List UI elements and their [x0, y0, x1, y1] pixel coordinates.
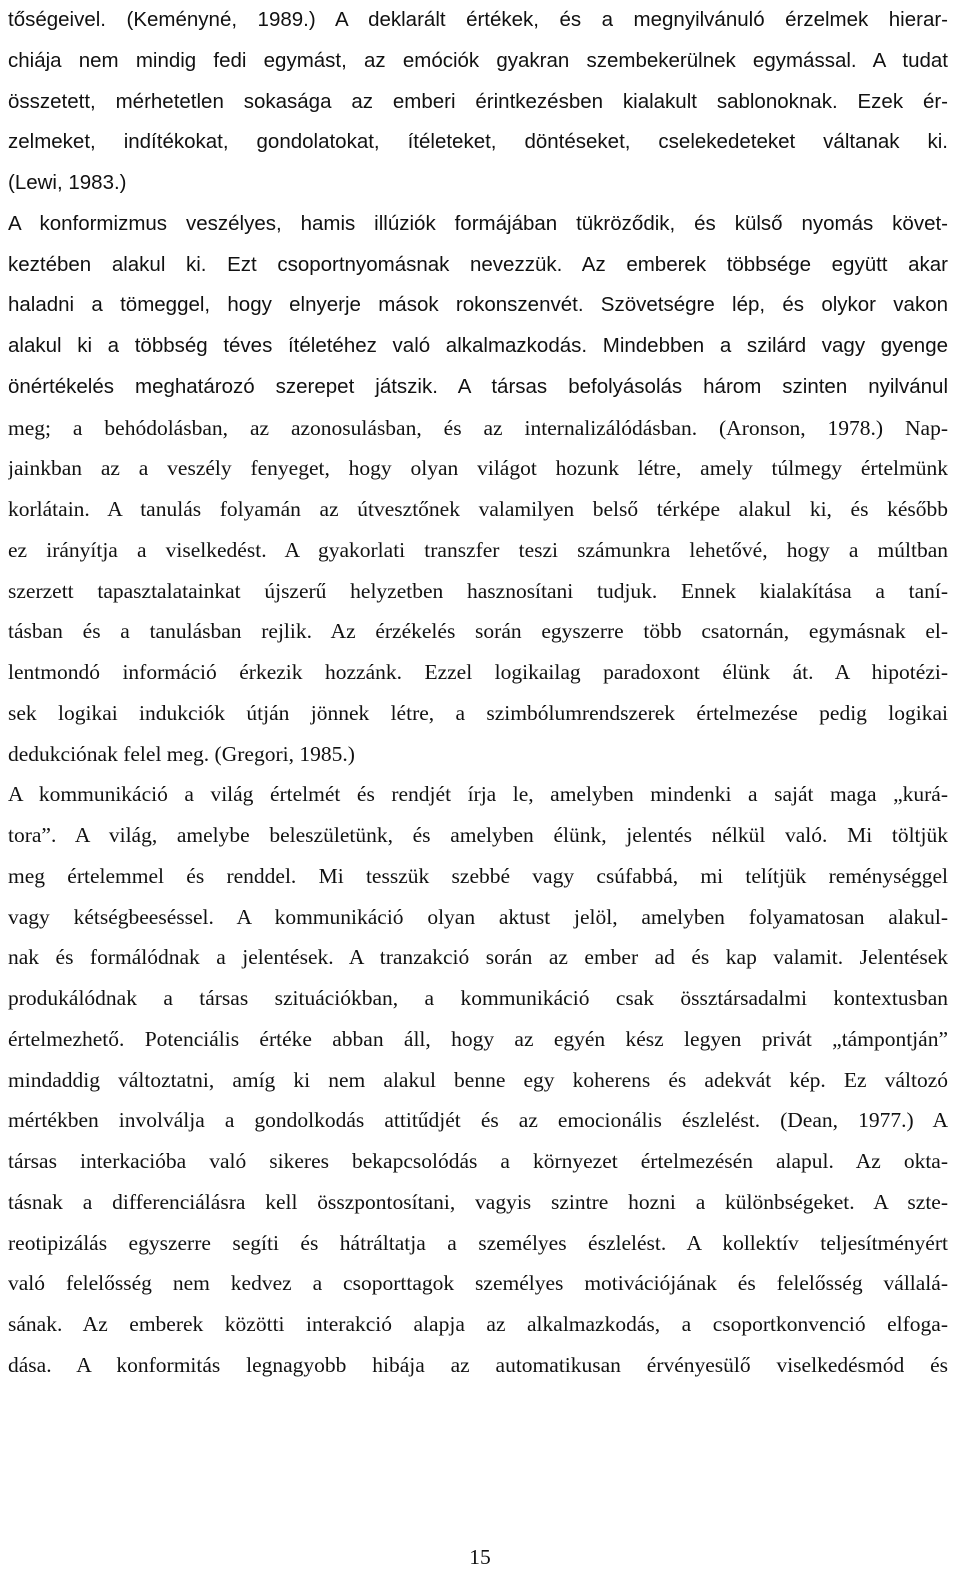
- text-line: dása. A konformitás legnagyobb hibája az automatikusan érvényesülő viselkedésmód és: [8, 1352, 948, 1377]
- text-line: tora”. A világ, amelybe beleszületünk, és amelyben élünk, jelentés nélkül való. Mi töltjük: [8, 823, 948, 847]
- text-line: keztében alakul ki. Ezt csoportnyomásnak nevezzük. Az emberek többsége együtt akar: [8, 252, 948, 276]
- text-line: sának. Az emberek közötti interakció alapja az alkalmazkodás, a csoportkonvenció elfoga-: [8, 1312, 948, 1336]
- text-line: produkálódnak a társas szituációkban, a kommunikáció csak össztársadalmi kontextusban: [8, 986, 948, 1010]
- text-line: dedukciónak felel meg. (Gregori, 1985.): [8, 741, 355, 766]
- text-line: tőségeivel. (Keményné, 1989.) A deklarált értékek, és a megnyilvánuló érzelmek hierar-: [8, 8, 948, 31]
- text-line: (Lewi, 1983.): [8, 171, 127, 194]
- text-line: meg; a behódolásban, az azonosulásban, és az internalizálódásban. (Aronson, 1978.) Nap-: [8, 415, 948, 440]
- text-line: nak és formálódnak a jelentések. A tranzakció során az ember ad és kap valamit. Jelentések: [8, 945, 948, 970]
- text-line: értelmezhető. Potenciális értéke abban áll, hogy az egyén kész legyen privát „támpontján”: [8, 1026, 948, 1051]
- text-line: összetett, mérhetetlen sokasága az emberi érintkezésben kialakult sablonoknak. Ezek ér-: [8, 89, 948, 113]
- text-line: alakul ki a többség téves ítéletéhez való alkalmazkodás. Mindebben a szilárd vagy gyenge: [8, 334, 948, 357]
- text-line: tásban és a tanulásban rejlik. Az érzékelés során egyszerre több csatornán, egymásnak el-: [8, 619, 948, 644]
- text-line: meg értelemmel és renddel. Mi tesszük szebbé vagy csúfabbá, mi telítjük reménységgel: [8, 863, 948, 888]
- text-line: haladni a tömeggel, hogy elnyerje mások rokonszenvét. Szövetségre lép, és olykor vakon: [8, 293, 948, 317]
- text-line: mindaddig változtatni, amíg ki nem alakul benne egy koherens és adekvát kép. Ez változó: [8, 1067, 948, 1092]
- text-line: zelmeket, indítékokat, gondolatokat, ítéleteket, döntéseket, cselekedeteket váltanak ki.: [8, 130, 948, 154]
- body-text: [8, 0, 948, 1386]
- text-line: tásnak a differenciálásra kell összpontosítani, vagyis szintre hozni a különbségeket. A szte-: [8, 1189, 948, 1214]
- text-line: vagy kétségbeeséssel. A kommunikáció olyan aktust jelöl, amelyben folyamatosan alakul-: [8, 904, 948, 929]
- text-line: mértékben involválja a gondolkodás attitűdjét és az emocionális észlelést. (Dean, 1977.) A: [8, 1108, 948, 1133]
- text-line: reotipizálás egyszerre segíti és hátráltatja a személyes észlelést. A kollektív teljesítményért: [8, 1230, 948, 1255]
- text-line: szerzett tapasztalatainkat újszerű helyzetben hasznosítani tudjuk. Ennek kialakítása a taní-: [8, 578, 948, 603]
- text-line: sek logikai indukciók útján jönnek létre, a szimbólumrendszerek értelmezése pedig logikai: [8, 700, 948, 725]
- text-line: való felelősség nem kedvez a csoporttagok személyes motivációjának és felelősség vállalá-: [8, 1271, 948, 1296]
- text-line: korlátain. A tanulás folyamán az útvesztőnek valamilyen belső térképe alakul ki, és később: [8, 497, 948, 521]
- text-line: chiája nem mindig fedi egymást, az emóciók gyakran szembekerülnek egymással. A tudat: [8, 48, 948, 72]
- text-line: társas interkacióba való sikeres bekapcsolódás a környezet értelmezésén alapul. Az okta-: [8, 1149, 948, 1173]
- page-number: 15: [469, 1545, 491, 1569]
- text-line: önértékelés meghatározó szerepet játszik. A társas befolyásolás három szinten nyilvánul: [8, 374, 948, 398]
- text-line: jainkban az a veszély fenyeget, hogy olyan világot hozunk létre, amely túlmegy értelmünk: [8, 456, 948, 481]
- text-line: ez irányítja a viselkedést. A gyakorlati transzfer teszi számunkra lehetővé, hogy a múltban: [8, 537, 948, 562]
- text-line: A konformizmus veszélyes, hamis illúziók formájában tükröződik, és külső nyomás követ-: [8, 211, 948, 235]
- text-line: lentmondó információ érkezik hozzánk. Ezzel logikailag paradoxont élünk át. A hipotézi-: [8, 660, 948, 684]
- text-line: A kommunikáció a világ értelmét és rendjét írja le, amelyben mindenki a saját maga „kurá-: [8, 782, 948, 807]
